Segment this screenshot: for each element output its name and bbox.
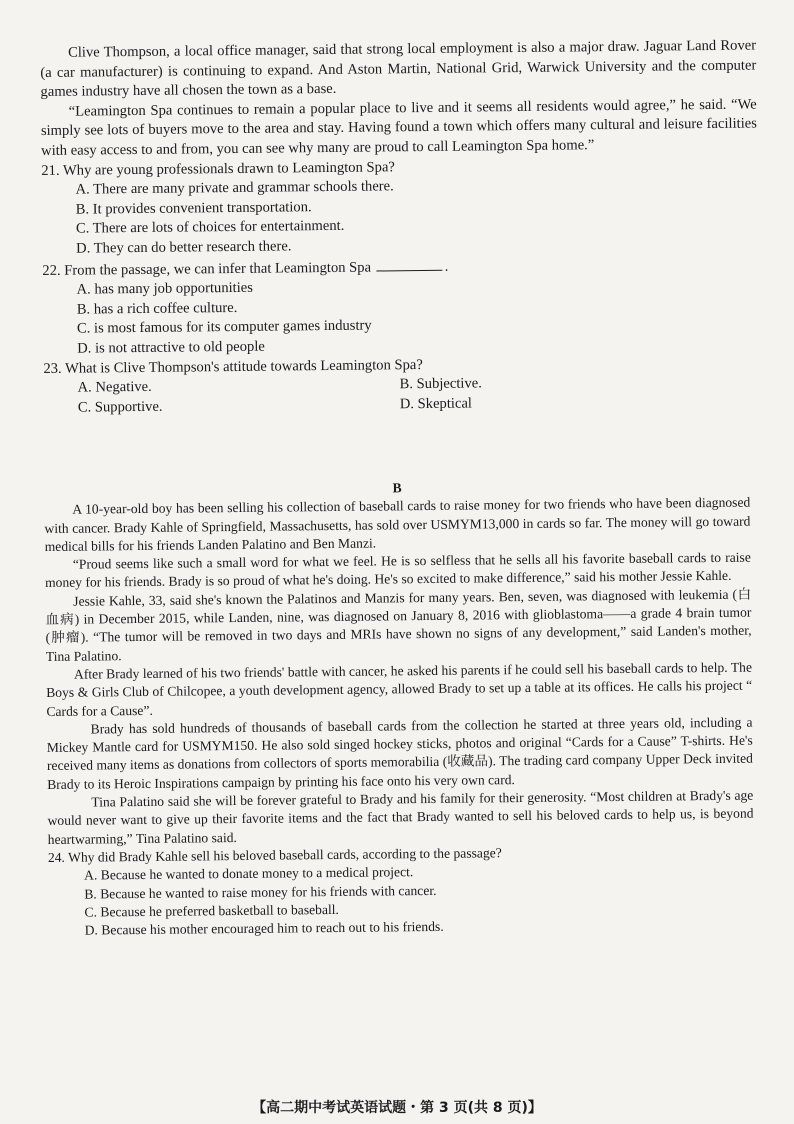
passage-b-paragraph: Brady has sold hundreds of thousands of baseball cards from the collection he started at three years old, including a Mickey Mantle card for USMYM150. He also sold singed hockey sticks, photos and original “Cards for a Cause” T-shirts. He's received many items as donations from collectors of sports memorabilia (收藏品). The trading card company Upper Deck invited Brady to its Heroic Inspirations campaign by printing his face onto his very own card.	[46, 714, 754, 792]
answer-blank	[377, 255, 443, 271]
question-24-option-d: D. Because his mother encouraged him to reach out to his friends.	[84, 918, 444, 938]
page-footer: 【高二期中考试英语试题・第 3 页(共 8 页)】	[252, 1100, 542, 1116]
passage-b-block	[44, 476, 755, 941]
question-22-stem-text: 22. From the passage, we can infer that Leamington Spa	[42, 259, 372, 279]
question-24-stem: 24. Why did Brady Kahle sell his beloved baseball cards, according to the passage?	[47, 845, 502, 865]
question-22-option-b: B. has a rich coffee culture.	[76, 299, 238, 318]
passage-b-paragraph: A 10-year-old boy has been selling his collection of baseball cards to raise money for two friends who have been diagnosed with cancer. Brady Kahle of Springfield, Massachusetts, has sold over USMYM13,000 in cards so far. The money will go toward medical bills for his friends Landen Palatino and Ben Manzi.	[44, 494, 751, 554]
question-22-option-d: D. is not attractive to old people	[77, 338, 265, 357]
question-23-option-d: D. Skeptical	[399, 395, 473, 412]
question-24-option-c: C. Because he preferred basketball to baseball.	[84, 901, 339, 920]
question-21-stem: 21. Why are young professionals drawn to Leamington Spa?	[41, 158, 395, 179]
question-21-option-d: D. They can do better research there.	[76, 238, 292, 257]
passage-b-paragraph: Jessie Kahle, 33, said she's known the Palatinos and Manzis for many years. Ben, seven, was diagnosed with leukemia (白血病) in December 2015, while Landen, nine, was diagnosed on January 8, 2016 with glioblastoma——a grade 4 brain tumor (肿瘤). “The tumor will be removed in two days and MRIs have shown no signs of any development,” said Landen's mother, Tina Palatino.	[45, 586, 752, 664]
question-22-option-c: C. is most famous for its computer games industry	[76, 317, 372, 337]
passage-b-paragraph: Tina Palatino said she will be forever grateful to Brady and his family for their generosity. “Most children at Brady's age would never want to give up their favorite items and the fact that Brady wanted to sell his beloved cards to help us, is beyond heartwarming,” Tina Palatino said.	[47, 787, 754, 847]
question-22-option-a: A. has many job opportunities	[76, 279, 253, 298]
passage-a-paragraph: Clive Thompson, a local office manager, said that strong local employment is also a major draw. Jaguar Land Rover (a car manufacturer) is continuing to expand. And Aston Martin, National Grid, Warwick University and the computer games industry have all chosen the town as a base.	[40, 37, 757, 101]
passage-b-paragraph: After Brady learned of his two friends' battle with cancer, he asked his parents if he could sell his baseball cards to help. The Boys & Girls Club of Chilcopee, a youth development agency, allowed Brady to set up a table at its offices. He calls his project “ Cards for a Cause”.	[46, 659, 753, 719]
question-23-stem: 23. What is Clive Thompson's attitude towards Leamington Spa?	[43, 356, 423, 377]
question-21-option-a: A. There are many private and grammar schools there.	[75, 178, 394, 198]
question-23-option-c: C. Supportive.	[77, 398, 163, 416]
question-21-option-b: B. It provides convenient transportation.	[75, 198, 312, 218]
question-23-option-b: B. Subjective.	[399, 375, 482, 393]
question-22-stem-end: .	[444, 258, 449, 275]
question-24-option-b: B. Because he wanted to raise money for his friends with cancer.	[84, 882, 437, 902]
passage-a-paragraph: “Leamington Spa continues to remain a popular place to live and it seems all residents would agree,” he said. “We simply see lots of buyers move to the area and stay. Having found a town which offers many cultural and leisure facilities with easy access to and from, you can see why many are proud to call Leamington Spa home.”	[40, 96, 757, 159]
question-23-option-a: A. Negative.	[77, 378, 152, 396]
section-b-heading: B	[392, 480, 402, 496]
passage-b-paragraph: “Proud seems like such a small word for what we feel. He is so selfless that he sells all his favorite baseball cards to raise money for his friends. Brady is so proud of what he's doing. He's so excited to make difference,” said his mother Jessie Kahle.	[44, 549, 751, 591]
passage-a-block	[40, 37, 760, 419]
question-24-option-a: A. Because he wanted to donate money to a medical project.	[84, 864, 414, 883]
question-21-option-c: C. There are lots of choices for entertainment.	[75, 218, 345, 237]
